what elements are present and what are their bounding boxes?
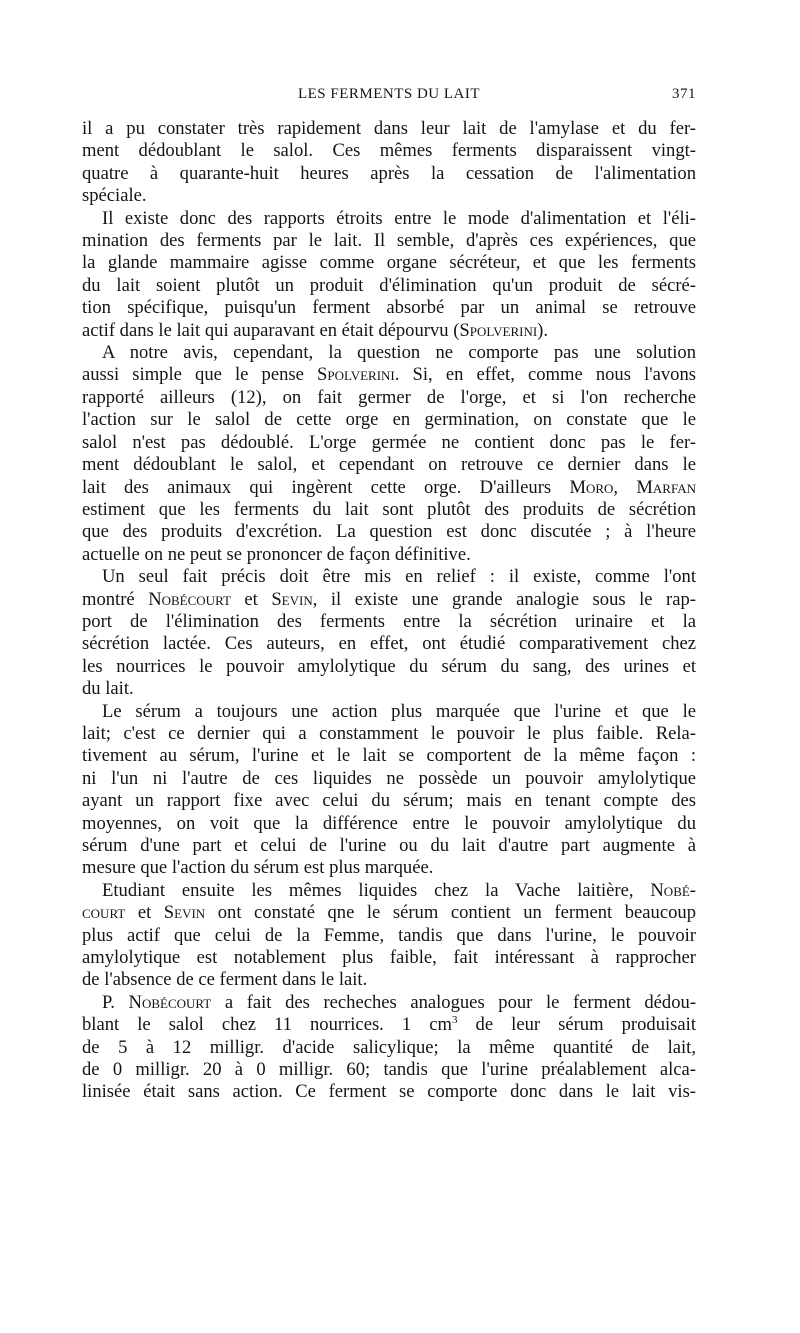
page-header [82,86,696,112]
text-run: a fait des recheches analogues pour le ferment dédou- [211,991,697,1013]
text-run: de leur sérum produisait [457,1014,696,1036]
text-run: et [125,902,164,924]
author-name: Nobécourt [128,991,212,1013]
page-number: 371 [672,86,696,102]
author-name: court [82,902,126,924]
text-run: ). [537,319,549,341]
text-line [82,364,696,386]
text-line: quatre à quarante-huit heures après la cessation de l'alimentation [82,162,696,184]
text-line [82,589,696,611]
text-run: P. [102,991,129,1013]
text-line: port de l'élimination des ferments entre la sécrétion urinaire et la [82,610,696,632]
text-line: de 0 milligr. 20 à 0 milligr. 60; tandis que l'urine préalablement alca- [82,1059,696,1081]
author-name: Moro [569,476,614,498]
text-line [82,1014,696,1036]
text-run: , [613,476,637,498]
text-line: sécrétion lactée. Ces auteurs, en effet, ont étudié comparativement chez [82,633,696,655]
text-line: ayant un rapport fixe avec celui du sérum; mais en tenant compte des [82,790,696,812]
text-line [82,902,696,924]
text-line: A notre avis, cependant, la question ne comporte pas une solution [102,342,696,364]
paragraph-1 [82,118,696,208]
author-name: Sevin [163,902,206,924]
text-line: actuelle on ne peut se prononcer de façon définitive. [82,543,471,565]
text-line: ni l'un ni l'autre de ces liquides ne possède un pouvoir amylolytique [82,767,696,789]
text-line: sérum d'une part et celui de l'urine ou du lait d'autre part augmente à [82,835,696,856]
text-line: Il existe donc des rapports étroits entre le mode d'alimentation et l'éli- [102,207,696,229]
text-line: Un seul fait précis doit être mis en relief : il existe, comme l'ont [102,566,696,588]
running-title: LES FERMENTS DU LAIT [297,86,481,102]
text-line [82,992,696,1014]
text-run: aussi simple que le pense [82,364,317,386]
text-run: montré [82,588,149,610]
text-line: mesure que l'action du sérum est plus marquée. [82,857,434,879]
text-line: tion spécifique, puisqu'un ferment absorbé par un animal se retrouve [82,297,696,319]
text-run: lait des animaux qui ingèrent cette orge. D'ailleurs [82,476,570,498]
author-name: Nobé- [650,879,696,901]
text-line: lait; c'est ce dernier qui a constamment le pouvoir le plus faible. Rela- [82,722,696,744]
text-line: que des produits d'excrétion. La question est donc discutée ; à l'heure [82,521,696,543]
text-line: ment dédoublant le salol. Ces mêmes ferments disparaissent vingt- [82,140,696,162]
text-run: . Si, en effet, comme nous l'avons [394,364,696,386]
superscript: 3 [451,1014,458,1027]
text-line: ment dédoublant le salol, et cependant on retrouve ce dernier dans le [82,454,696,476]
text-line: plus actif que celui de la Femme, tandis que dans l'urine, le pouvoir [82,924,696,946]
text-run: et [230,588,272,610]
text-line: la glande mammaire agisse comme organe sécréteur, et que les ferments [82,252,696,274]
author-name: Spolverini [459,319,538,341]
text-line: amylolytique est notablement plus faible, fait intéressant à rapprocher [82,947,696,969]
text-line: du lait soient plutôt un produit d'élimination qu'un produit de sécré- [82,274,696,296]
text-line: l'action sur le salol de cette orge en germination, on constate que le [82,409,696,431]
text-line: estiment que les ferments du lait sont plutôt des produits de sécrétion [82,498,696,520]
text-line: tivement au sérum, l'urine et le lait se comportent de la même façon : [82,745,696,767]
author-name: Spolverini [317,364,395,386]
text-run: Etudiant ensuite les mêmes liquides chez la Vache laitière, [102,879,651,901]
text-line: il a pu constater très rapidement dans leur lait de l'amylase et du fer- [82,118,696,139]
text-run: , il existe une grande analogie sous le rap- [312,588,696,610]
text-line: linisée était sans action. Ce ferment se comporte donc dans le lait vis- [82,1081,696,1103]
paragraph-5 [82,701,696,880]
text-line: du lait. [82,678,134,700]
text-line: les nourrices le pouvoir amylolytique du sérum du sang, des urines et [82,655,696,677]
text-run: ont constaté qne le sérum contient un ferment beaucoup [205,902,696,924]
text-run: blant le salol chez 11 nourrices. 1 cm [82,1014,452,1036]
text-line: rapporté ailleurs (12), on fait germer de l'orge, et si l'on recherche [82,386,696,408]
body-text [82,118,696,1104]
text-line [82,880,696,902]
text-line: moyennes, on voit que la différence entre le pouvoir amylolytique du [82,812,696,834]
text-run: actif dans le lait qui auparavant en était dépourvu ( [82,319,460,341]
author-name: Marfan [636,476,696,498]
text-line: de 5 à 12 milligr. d'acide salicylique; la même quantité de lait, [82,1036,696,1058]
text-line: spéciale. [82,185,147,207]
text-line: salol n'est pas dédoublé. L'orge germée ne contient donc pas le fer- [82,431,696,453]
text-line [82,477,696,499]
author-name: Sevin [271,588,313,610]
paragraph-7 [82,992,696,1104]
text-line: mination des ferments par le lait. Il semble, d'après ces expériences, que [82,230,696,252]
author-name: Nobécourt [148,588,231,610]
paragraph-2 [82,208,696,342]
paragraph-4 [82,566,696,700]
paragraph-6 [82,880,696,992]
text-line: Le sérum a toujours une action plus marquée que l'urine et que le [102,700,696,722]
text-line: de l'absence de ce ferment dans le lait. [82,969,368,991]
paragraph-3 [82,342,696,566]
text-line [82,320,696,342]
